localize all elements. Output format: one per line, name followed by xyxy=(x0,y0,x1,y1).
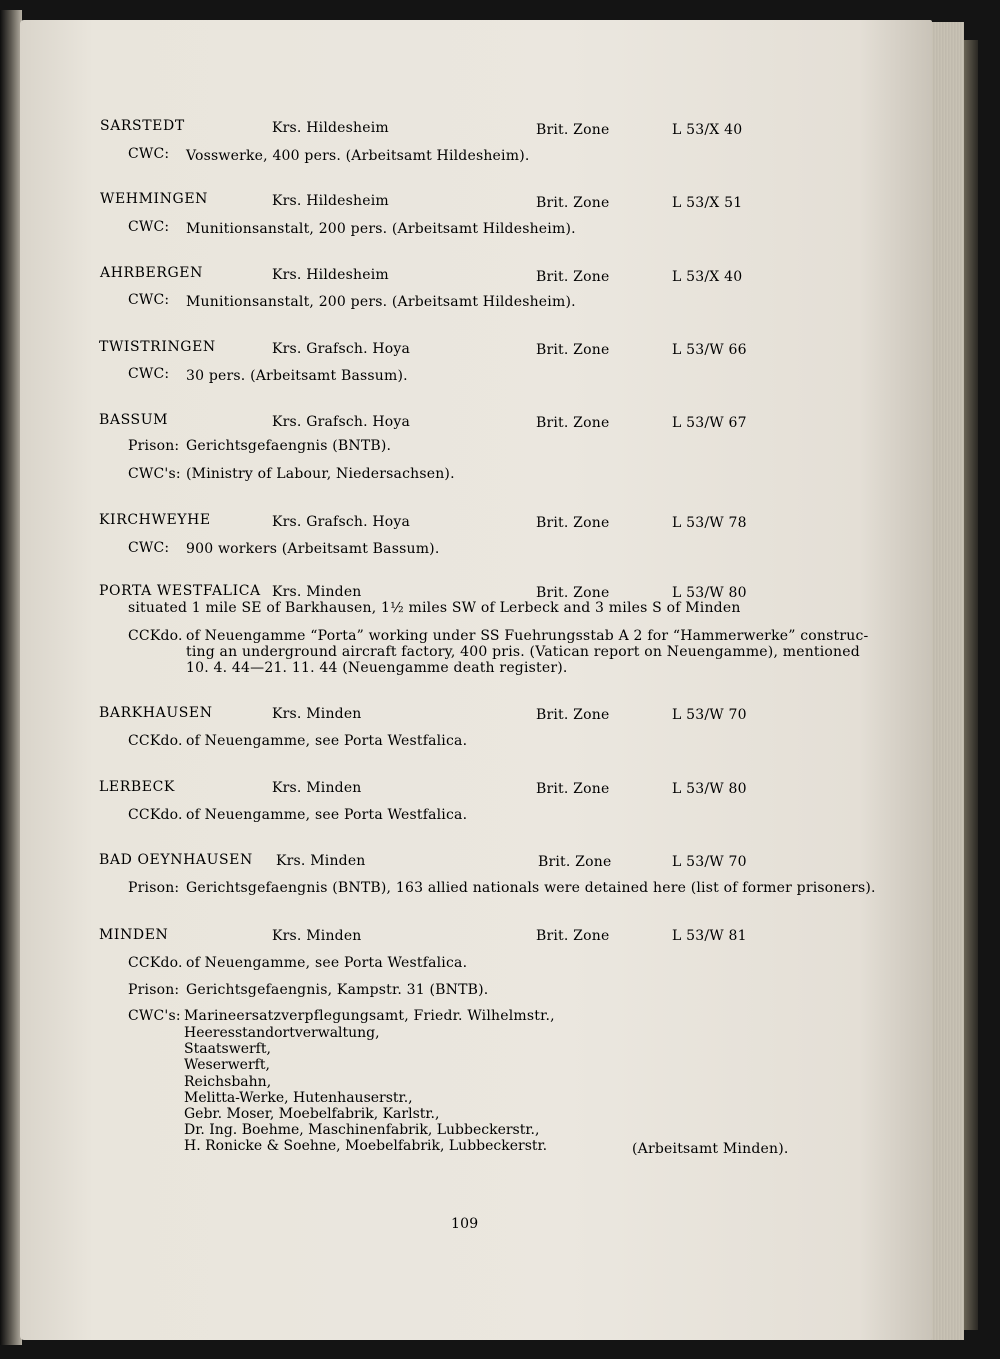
entry-10-ref: L 53/W 81 xyxy=(672,928,747,944)
entry-5-text-0: 900 workers (Arbeitsamt Bassum). xyxy=(186,541,440,557)
entry-0-label-0: CWC: xyxy=(128,146,170,162)
entry-5-name: KIRCHWEYHE xyxy=(99,512,211,528)
entry-7-name: BARKHAUSEN xyxy=(99,705,213,721)
entry-6-ref: L 53/W 80 xyxy=(672,585,747,601)
entry-9-zone: Brit. Zone xyxy=(538,854,612,870)
entry-10-name: MINDEN xyxy=(99,927,169,943)
entry-9-district: Krs. Minden xyxy=(276,853,366,869)
entry-0-name: SARSTEDT xyxy=(100,118,185,134)
list-item: Gebr. Moser, Moebelfabrik, Karlstr., xyxy=(184,1106,440,1123)
entry-3-district: Krs. Grafsch. Hoya xyxy=(272,341,411,357)
entry-0-ref: L 53/X 40 xyxy=(672,122,743,138)
entry-3-ref: L 53/W 66 xyxy=(672,342,747,358)
entry-6-situated: situated 1 mile SE of Barkhausen, 1½ miles SW of Lerbeck and 3 miles S of Minden xyxy=(128,600,741,616)
entry-6-name: PORTA WESTFALICA xyxy=(99,583,261,599)
entry-9-label-0: Prison: xyxy=(128,880,180,896)
entry-2-label-0: CWC: xyxy=(128,292,170,308)
entry-6-label-0: CCKdo. xyxy=(128,628,183,644)
entry-7-ref: L 53/W 70 xyxy=(672,707,747,723)
entry-4-ref: L 53/W 67 xyxy=(672,415,747,431)
entry-6-zone: Brit. Zone xyxy=(536,585,610,601)
entry-2-text-0: Munitionsanstalt, 200 pers. (Arbeitsamt Hildesheim). xyxy=(186,294,576,310)
entry-4-label-1: CWC's: xyxy=(128,466,181,482)
list-item: Dr. Ing. Boehme, Maschinenfabrik, Lubbeckerstr., xyxy=(184,1122,540,1139)
entry-7-text-0: of Neuengamme, see Porta Westfalica. xyxy=(186,733,468,749)
entry-7-district: Krs. Minden xyxy=(272,706,362,722)
minden-cwc-source: (Arbeitsamt Minden). xyxy=(632,1141,789,1157)
entry-1-zone: Brit. Zone xyxy=(536,195,610,211)
entry-3-text-0: 30 pers. (Arbeitsamt Bassum). xyxy=(186,368,408,384)
entry-10-district: Krs. Minden xyxy=(272,928,362,944)
entry-8-label-0: CCKdo. xyxy=(128,807,183,823)
entry-8-ref: L 53/W 80 xyxy=(672,781,747,797)
entry-9-name: BAD OEYNHAUSEN xyxy=(99,852,253,868)
entry-2-zone: Brit. Zone xyxy=(536,269,610,285)
entry-10-text-1: Gerichtsgefaengnis, Kampstr. 31 (BNTB). xyxy=(186,982,489,998)
entry-3-name: TWISTRINGEN xyxy=(99,339,216,355)
entry-8-district: Krs. Minden xyxy=(272,780,362,796)
entry-10-label-1: Prison: xyxy=(128,982,180,998)
list-item: Staatswerft, xyxy=(184,1041,271,1058)
entry-0-zone: Brit. Zone xyxy=(536,122,610,138)
page-edges xyxy=(928,22,964,1340)
entry-10-label-2: CWC's: xyxy=(128,1008,181,1024)
entry-6-district: Krs. Minden xyxy=(272,584,362,600)
list-item: H. Ronicke & Soehne, Moebelfabrik, Lubbeckerstr. xyxy=(184,1138,548,1155)
entry-3-zone: Brit. Zone xyxy=(536,342,610,358)
entry-4-label-0: Prison: xyxy=(128,438,180,454)
entry-5-district: Krs. Grafsch. Hoya xyxy=(272,514,411,530)
entry-6-text-0: of Neuengamme “Porta” working under SS Fuehrungsstab A 2 for “Hammerwerke” construc- xyxy=(186,628,869,644)
entry-1-text-0: Munitionsanstalt, 200 pers. (Arbeitsamt Hildesheim). xyxy=(186,221,576,237)
entry-10-text-2: Marineersatzverpflegungsamt, Friedr. Wilhelmstr., xyxy=(184,1008,555,1024)
entry-4-text-0: Gerichtsgefaengnis (BNTB). xyxy=(186,438,392,454)
entry-4-text-1: (Ministry of Labour, Niedersachsen). xyxy=(186,466,455,482)
entry-8-name: LERBECK xyxy=(99,779,175,795)
entry-7-label-0: CCKdo. xyxy=(128,733,183,749)
list-item: Heeresstandortverwaltung, xyxy=(184,1025,380,1041)
list-item: Melitta-Werke, Hutenhauserstr., xyxy=(184,1089,413,1106)
entry-9-text-0: Gerichtsgefaengnis (BNTB), 163 allied nationals were detained here (list of former prisoners). xyxy=(186,880,876,896)
entry-0-text-0: Vosswerke, 400 pers. (Arbeitsamt Hildesheim). xyxy=(186,148,530,164)
entry-5-ref: L 53/W 78 xyxy=(672,515,747,531)
entry-2-district: Krs. Hildesheim xyxy=(272,267,389,283)
list-item: Weserwerft, xyxy=(184,1057,270,1074)
entry-4-name: BASSUM xyxy=(99,412,169,428)
entry-7-zone: Brit. Zone xyxy=(536,707,610,723)
minden-cwc-list xyxy=(184,1025,547,1155)
entry-10-text-0: of Neuengamme, see Porta Westfalica. xyxy=(186,955,468,971)
entry-4-zone: Brit. Zone xyxy=(536,415,610,431)
entry-5-zone: Brit. Zone xyxy=(536,515,610,531)
entry-1-name: WEHMINGEN xyxy=(100,191,208,207)
page-number: 109 xyxy=(451,1216,479,1232)
entry-5-label-0: CWC: xyxy=(128,540,170,556)
entry-6-cont-1: 10. 4. 44—21. 11. 44 (Neuengamme death register). xyxy=(186,660,568,676)
entry-2-name: AHRBERGEN xyxy=(100,265,203,281)
entry-1-district: Krs. Hildesheim xyxy=(272,193,389,209)
book-cover-edge xyxy=(964,40,978,1330)
list-item: Reichsbahn, xyxy=(184,1073,272,1090)
entry-2-ref: L 53/X 40 xyxy=(672,269,743,285)
entry-6-cont-0: ting an underground aircraft factory, 400 pris. (Vatican report on Neuengamme), mentioned xyxy=(186,644,860,660)
entry-1-label-0: CWC: xyxy=(128,219,170,235)
entry-4-district: Krs. Grafsch. Hoya xyxy=(272,414,411,430)
entry-3-label-0: CWC: xyxy=(128,366,170,382)
entry-9-ref: L 53/W 70 xyxy=(672,854,747,870)
entry-1-ref: L 53/X 51 xyxy=(672,195,743,211)
entry-10-zone: Brit. Zone xyxy=(536,928,610,944)
entry-0-district: Krs. Hildesheim xyxy=(272,120,389,136)
entry-8-zone: Brit. Zone xyxy=(536,781,610,797)
book-spine-left xyxy=(0,10,22,1345)
entry-10-label-0: CCKdo. xyxy=(128,955,183,971)
entry-8-text-0: of Neuengamme, see Porta Westfalica. xyxy=(186,807,468,823)
